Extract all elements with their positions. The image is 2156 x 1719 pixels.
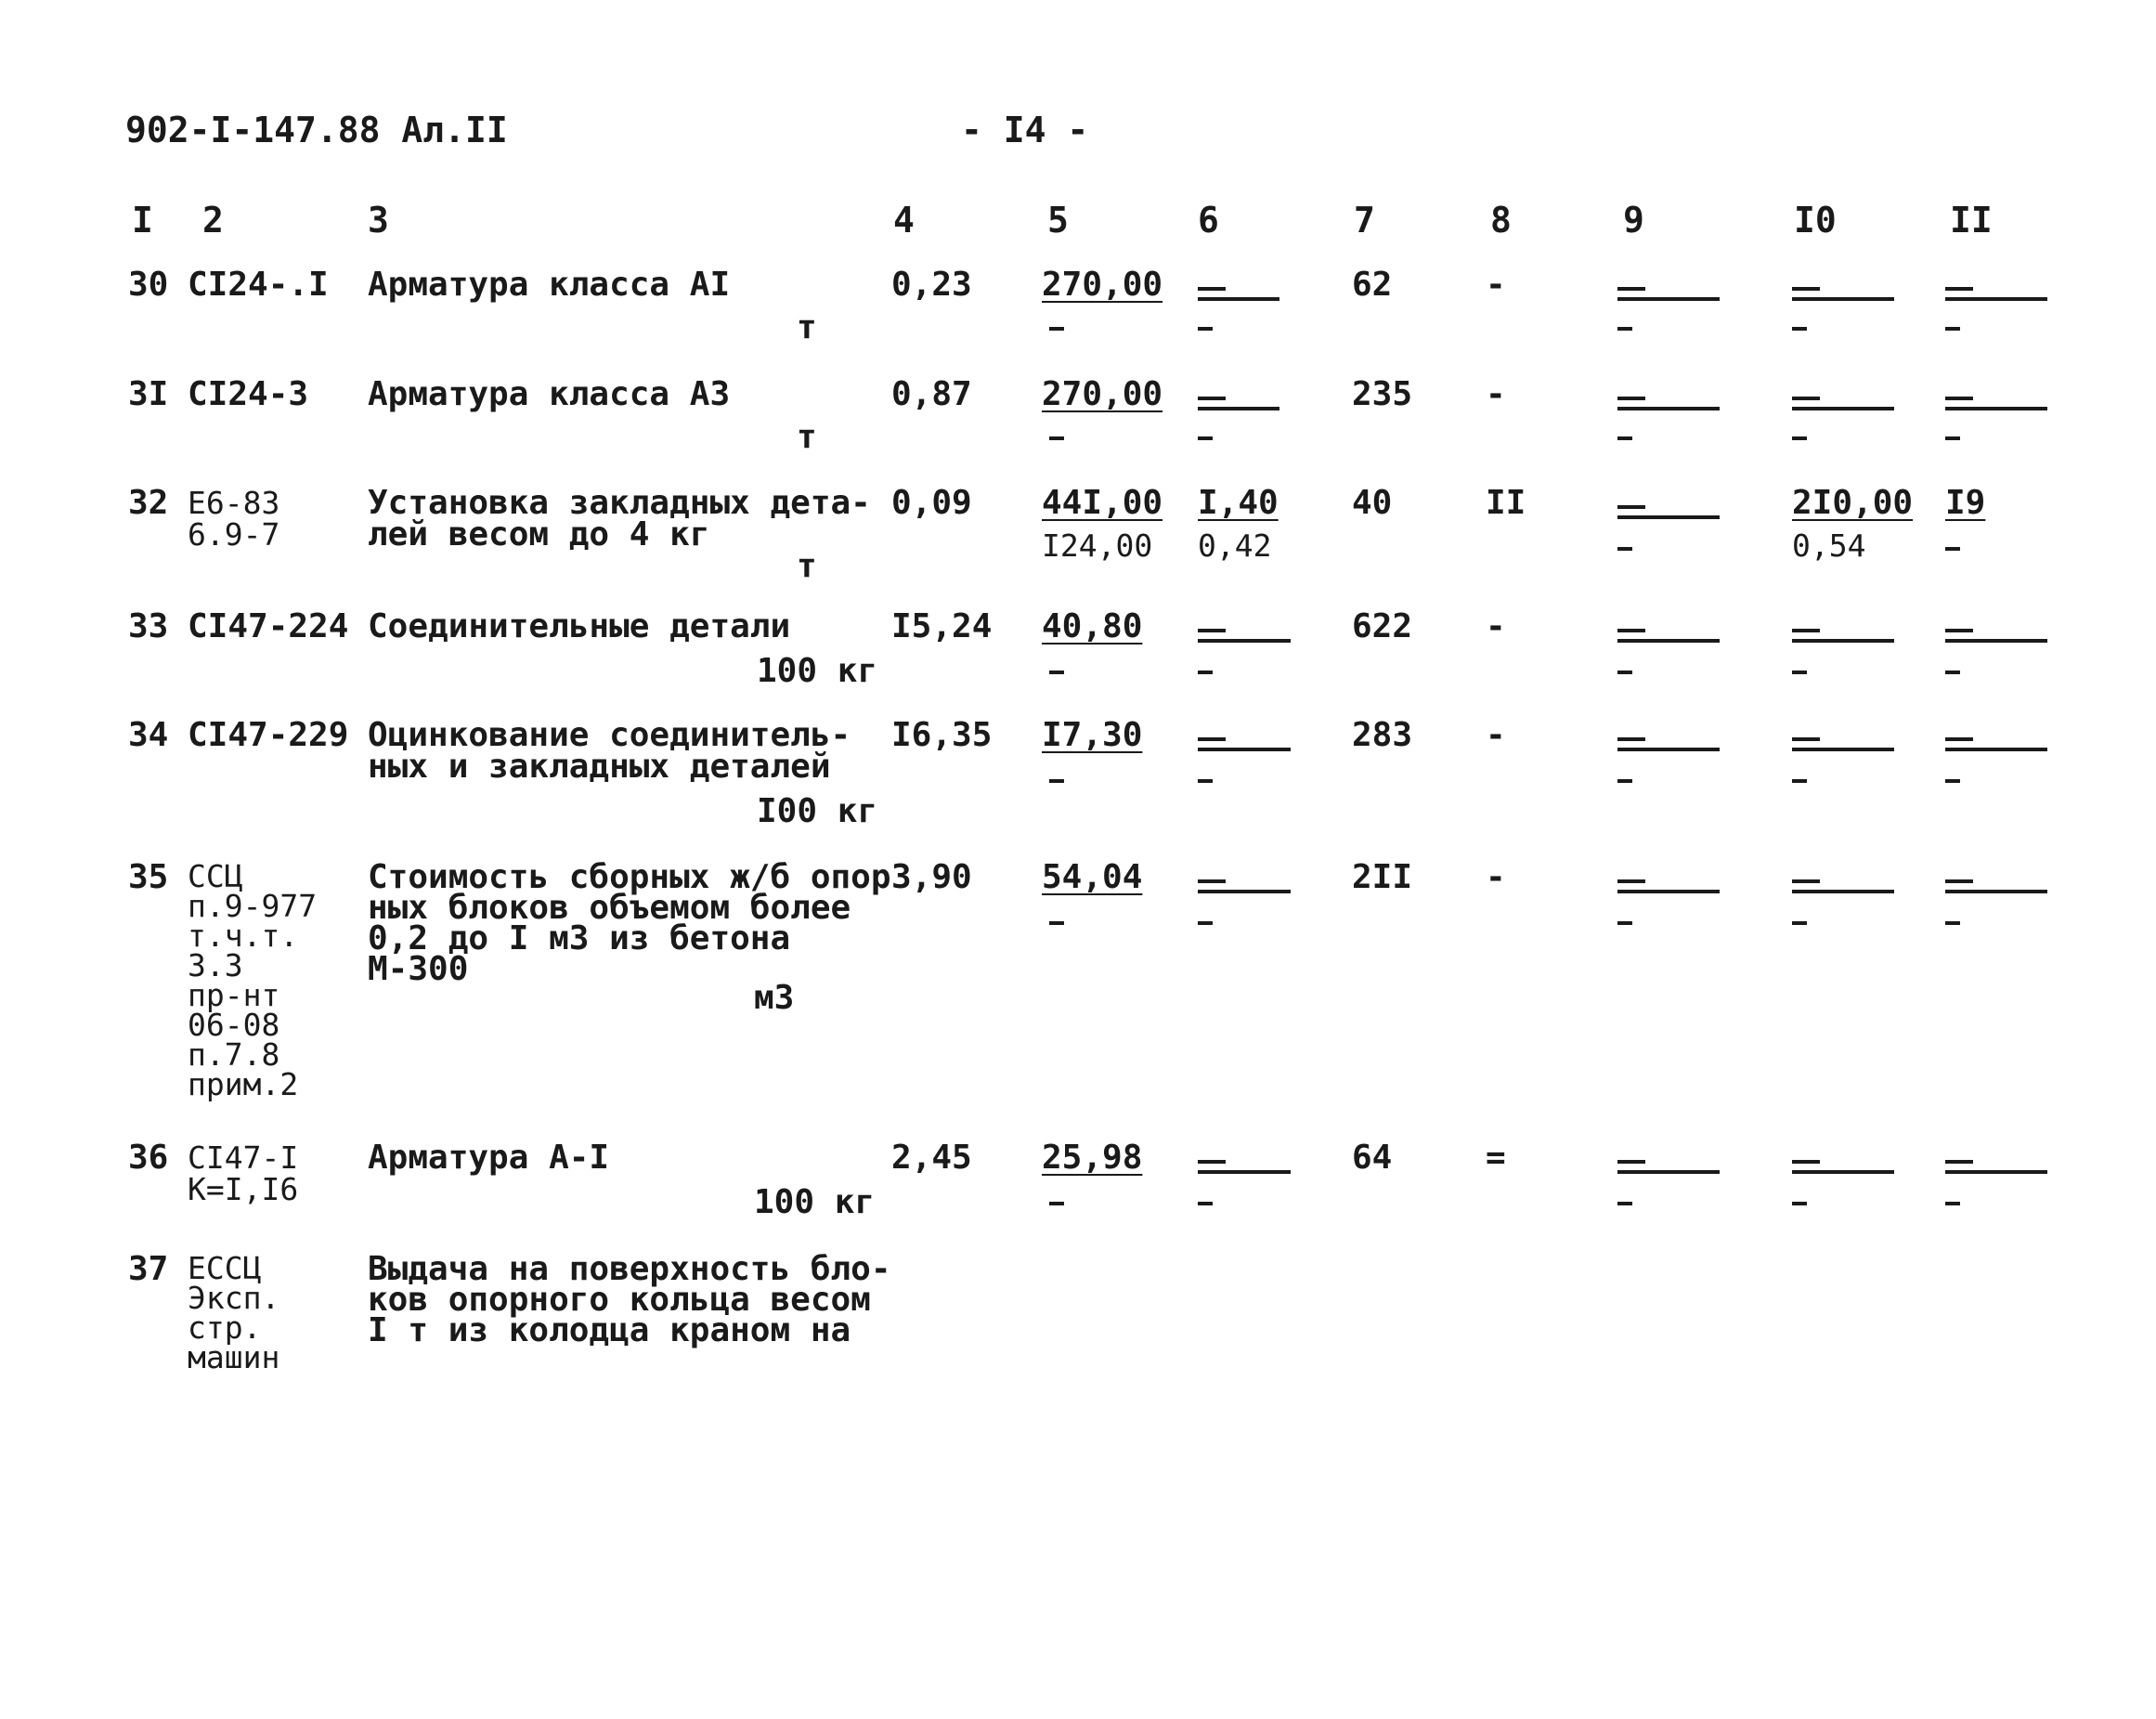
rate-code: Е6-83 6.9-7 xyxy=(188,485,280,553)
work-name: Арматура класса A3 xyxy=(368,375,731,413)
rate-code: CI47-229 xyxy=(188,716,349,754)
unit-price: 44I,00 xyxy=(1042,484,1163,522)
column-8-value: = xyxy=(1486,1139,1506,1177)
column-header: II xyxy=(1950,200,1993,241)
column-header: I0 xyxy=(1794,200,1837,241)
rate-code: CI47-224 xyxy=(188,607,349,645)
work-name: Стоимость сборных ж/б опор ных блоков объемом более 0,2 до I м3 из бетона М-300 xyxy=(368,858,891,988)
total-cost: 622 xyxy=(1352,607,1413,645)
page-number: - I4 - xyxy=(961,110,1089,150)
column-11-value: I9 xyxy=(1945,484,1986,522)
column-header: 3 xyxy=(368,200,389,241)
unit-price: 54,04 xyxy=(1042,858,1143,896)
total-cost: 235 xyxy=(1352,375,1413,413)
quantity: 0,23 xyxy=(891,266,972,304)
row-number: 30 xyxy=(128,266,169,304)
rate-code: ССЦ п.9-977 т.ч.т. 3.3 пр-нт 06-08 п.7.8 прим.2 xyxy=(188,858,318,1102)
total-cost: 283 xyxy=(1352,716,1413,754)
total-cost: 2II xyxy=(1352,858,1413,896)
column-header: 8 xyxy=(1490,200,1512,241)
work-name: Арматура А-I xyxy=(368,1139,610,1177)
rate-code: CI47-I К=I,I6 xyxy=(188,1139,299,1207)
work-name: Оцинкование соединитель- ных и закладных деталей xyxy=(368,716,851,786)
column-header: 6 xyxy=(1198,200,1219,241)
column-8-value: - xyxy=(1486,375,1506,413)
column-header: 5 xyxy=(1047,200,1069,241)
column-6-value: I,40 xyxy=(1198,484,1279,522)
work-name: Соединительные детали xyxy=(368,607,791,645)
row-number: 35 xyxy=(128,858,169,896)
unit: I00 кг xyxy=(757,792,878,830)
unit-price: 40,80 xyxy=(1042,607,1143,645)
document-code: 902-I-147.88 Ал.II xyxy=(125,110,508,150)
column-10-value: 2I0,00 xyxy=(1792,484,1914,522)
quantity: I6,35 xyxy=(891,716,993,754)
work-name: Арматура класса AI xyxy=(368,266,731,304)
row-number: 32 xyxy=(128,484,169,522)
row-number: 33 xyxy=(128,607,169,645)
column-8-value: - xyxy=(1486,607,1506,645)
quantity: 0,09 xyxy=(891,484,972,522)
unit: м3 xyxy=(754,979,795,1017)
row-number: 3I xyxy=(128,375,169,413)
column-10-secondary: 0,54 xyxy=(1792,527,1866,564)
rate-code: ЕССЦ Эксп. стр. машин xyxy=(188,1250,280,1375)
quantity: 2,45 xyxy=(891,1139,972,1177)
column-header: 4 xyxy=(893,200,915,241)
quantity: 3,90 xyxy=(891,858,972,896)
rate-code: CI24-3 xyxy=(188,375,309,413)
column-8-value: - xyxy=(1486,858,1506,896)
quantity: 0,87 xyxy=(891,375,972,413)
total-cost: 62 xyxy=(1352,266,1393,304)
unit: 100 кг xyxy=(757,652,878,690)
unit-price-secondary: I24,00 xyxy=(1042,527,1153,564)
total-cost: 64 xyxy=(1352,1139,1393,1177)
column-6-secondary: 0,42 xyxy=(1198,527,1272,564)
quantity: I5,24 xyxy=(891,607,993,645)
unit: 100 кг xyxy=(754,1183,876,1221)
work-name: Установка закладных дета- лей весом до 4 кг xyxy=(368,484,871,553)
row-number: 34 xyxy=(128,716,169,754)
column-header: 9 xyxy=(1623,200,1644,241)
rate-code: CI24-.I xyxy=(188,266,329,304)
unit: т xyxy=(797,308,817,346)
unit-price: 25,98 xyxy=(1042,1139,1143,1177)
column-header: I xyxy=(132,200,153,241)
unit-price: I7,30 xyxy=(1042,716,1143,754)
column-8-value: - xyxy=(1486,716,1506,754)
column-header: 7 xyxy=(1354,200,1375,241)
work-name: Выдача на поверхность бло- ков опорного кольца весом I т из колодца краном на xyxy=(368,1250,891,1349)
total-cost: 40 xyxy=(1352,484,1393,522)
unit: т xyxy=(797,547,817,585)
row-number: 36 xyxy=(128,1139,169,1177)
column-8-value: II xyxy=(1486,484,1526,522)
unit-price: 270,00 xyxy=(1042,375,1163,413)
row-number: 37 xyxy=(128,1250,169,1288)
column-header: 2 xyxy=(202,200,224,241)
unit: т xyxy=(797,418,817,456)
column-8-value: - xyxy=(1486,266,1506,304)
unit-price: 270,00 xyxy=(1042,266,1163,304)
